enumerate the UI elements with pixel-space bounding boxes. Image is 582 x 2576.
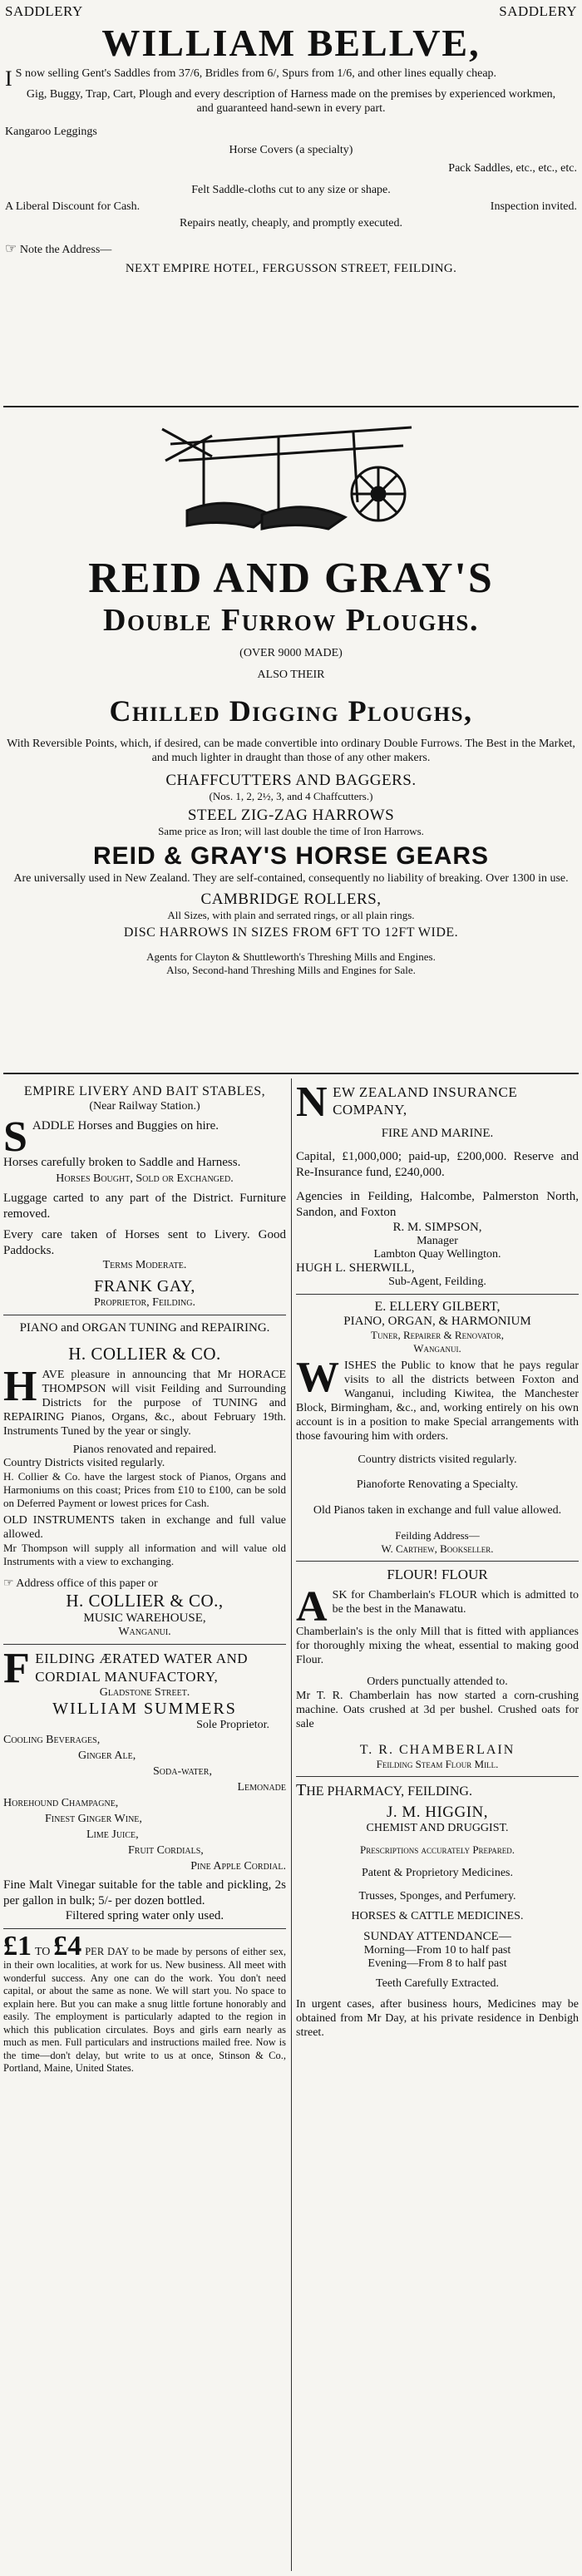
insurance-quay: Lambton Quay Wellington. [373,1248,501,1261]
stinson-amount-to: £4 [53,1931,82,1962]
insurance-sub-agent: HUGH L. SHERWILL, [296,1261,415,1275]
reid-harrows: STEEL ZIG-ZAG HARROWS [187,807,395,824]
gilbert-tuner: Tuner, Repairer & Renovator, [371,1329,504,1341]
insurance-sub-agent-title: Sub-Agent, Feilding. [388,1276,486,1288]
livery-p2: Horses carefully broken to Saddle and Harness. [3,1156,241,1169]
summers-dropcap: F [3,1645,31,1692]
pharmacy-trusses: Trusses, Sponges, and Perfumery. [358,1890,516,1902]
collier-addr [3,1577,286,1591]
summers-item-5: Horehound Champagne, [3,1797,119,1809]
flour-dropcap: A [296,1583,328,1631]
summers-item-6: Finest Ginger Wine, [45,1813,142,1825]
bellve-leggings: Kangaroo Leggings [5,126,97,138]
gilbert-trade: PIANO, ORGAN, & HARMONIUM [343,1315,531,1328]
bellve-name: WILLIAM BELLVE, [101,22,481,64]
reid-gears-desc: Are universally used in New Zealand. They are self-contained, consequently no liability of breaking. Over 1300 in use. [13,872,569,885]
pharmacy-urgent: In urgent cases, after business hours, Medicines may be obtained from Mr Day, at his private residence in Denbigh street. [296,1998,579,2039]
gilbert-p3: Pianoforte Renovating a Specialty. [356,1478,519,1491]
collier-p4: H. Collier & Co. have the largest stock of Pianos, Organs and Harmoniums on this coast; Prices from £10 to £100, can be sold on Deferred Payment or lowest prices for Cash. [3,1470,286,1509]
bellve-intro-text: S now selling Gent's Saddles from 37/6, Bridles from 6/, Spurs from 1/6, and other lines equally cheap. [15,67,497,80]
livery-p5: Every care taken of Horses sent to Livery. Good Paddocks. [3,1228,286,1257]
flour-mill: Feilding Steam Flour Mill. [376,1758,499,1770]
livery-p1 [3,1113,286,1161]
collier-advert [3,1320,286,1639]
saddlery-heading-right: SADDLERY [499,3,577,19]
pharmacy-teeth: Teeth Carefully Extracted. [376,1977,499,1990]
left-sep-2 [3,1644,286,1645]
bellve-harness: Gig, Buggy, Trap, Cart, Plough and every description of Harness made on the premises by experienced workmen, and guaranteed hand-sewn in every part. [26,88,556,115]
bellve-discount: A Liberal Discount for Cash. [5,200,141,213]
livery-advert [3,1083,286,1310]
summers-title-text: EILDING ÆRATED WATER AND CORDIAL MANUFACTORY, [35,1651,249,1685]
reid-chaffcutters: CHAFFCUTTERS AND BAGGERS. [165,772,417,789]
flour-p1-text: SK for Chamberlain's FLOUR which is admitted to be the best in the Manawatu. [332,1589,579,1616]
reid-rollers-desc: All Sizes, with plain and serrated rings, or all plain rings. [167,909,415,921]
bellve-dropcap: I [5,67,12,91]
flour-p1 [296,1583,579,1631]
collier-dropcap: H [3,1363,37,1410]
pharmacy-advert [296,1782,579,2040]
flour-p4: Mr T. R. Chamberlain has now started a corn-crushing machine. Oats crushed at 3d per bushel. Crushed oats for sale [296,1690,579,1730]
summers-item-7: Lime Juice, [86,1828,139,1841]
pharmacy-trade: CHEMIST AND DRUGGIST. [366,1822,509,1834]
bellve-address: NEXT EMPIRE HOTEL, FERGUSSON STREET, FEILDING. [125,262,457,275]
reid-disc-harrows: DISC HARROWS IN SIZES FROM 6FT TO 12FT WIDE. [123,925,459,940]
summers-item-1: Cooling Beverages, [3,1734,101,1746]
flour-p2: Chamberlain's is the only Mill that is fitted with appliances for thoroughly mixing the wheat, essential to making good Flour. [296,1626,579,1666]
livery-dropcap: S [3,1113,27,1161]
collier-warehouse: MUSIC WAREHOUSE, [83,1611,206,1625]
flour-advert [296,1567,579,1771]
flour-heading: FLOUR! FLOUR [387,1567,488,1582]
gilbert-town: Wanganui. [413,1342,461,1355]
collier-p5: OLD INSTRUMENTS taken in exchange and full value allowed. [3,1514,286,1541]
double-furrow-plough-icon [154,411,428,552]
summers-item-2: Ginger Ale, [78,1749,136,1762]
bellve-horse-covers: Horse Covers (a specialty) [229,144,353,156]
summers-advert [3,1645,286,1923]
pharmacy-title-text: HE PHARMACY, FEILDING. [306,1784,472,1799]
livery-p1-text: ADDLE Horses and Buggies on hire. [32,1119,219,1133]
livery-name: FRANK GAY, [94,1277,195,1295]
gilbert-p2: Country districts visited regularly. [358,1453,517,1466]
bellve-note [5,240,577,257]
bellve-felt: Felt Saddle-cloths cut to any size or shape. [191,184,391,196]
bellve-pack-saddles: Pack Saddles, etc., etc., etc. [448,162,577,175]
plough-illustration [5,411,577,552]
bellve-repairs: Repairs neatly, cheaply, and promptly executed. [180,217,402,229]
livery-sub: (Near Railway Station.) [89,1100,200,1113]
reid-reversible: With Reversible Points, which, if desired, can be made convertible into ordinary Double Furrows. The Best in the Market, and much lighter in draught than those of any other makers. [7,738,575,764]
pharmacy-dropcap: T [296,1781,307,1799]
summers-item-9: Pine Apple Cordial. [190,1860,286,1873]
reid-title: REID AND GRAY'S [88,555,494,602]
collier-p2: Pianos renovated and repaired. [72,1443,217,1456]
reid-gray-advert [5,411,577,977]
flour-name: T. R. CHAMBERLAIN [359,1743,515,1757]
collier-p1-text: AVE pleasure in announcing that Mr HORACE THOMPSON will visit Feilding and Surrounding Districts for the purpose of TUNING and REPAIRING Pianos, Organs, &c., about February 19th. Instruments Tuned by the year or singly. [3,1369,286,1438]
reid-chilled: Chilled Digging Ploughs, [109,694,473,728]
collier-addr-text: Address office of this paper or [16,1577,158,1590]
right-column [296,1078,579,2040]
reid-over-made: (OVER 9000 MADE) [239,647,343,659]
summers-filtered: Filtered spring water only used. [65,1909,224,1922]
reid-subtitle: Double Furrow Ploughs. [103,603,479,638]
livery-p3: Horses Bought, Sold or Exchanged. [56,1172,234,1185]
livery-title: EMPIRE LIVERY AND BAIT STABLES, [23,1084,266,1098]
stinson-text [3,1931,286,2075]
saddlery-heading-left: SADDLERY [5,3,83,19]
insurance-dropcap: N [296,1078,328,1126]
pharmacy-title [296,1782,579,1800]
gilbert-p1-text: ISHES the Public to know that he pays regular visits to all the districts between Foxton and Wanganui, including Kiwitea, the Manchester Block, Birmingham, &c., and, working entirely on his own account is in a position to make Special arrangements with those favouring him with orders. [296,1360,579,1443]
pharmacy-sunday: SUNDAY ATTENDANCE— [363,1930,511,1943]
summers-item-4: Lemonade [237,1781,286,1794]
reid-agents: Agents for Clayton & Shuttleworth's Threshing Mills and Engines. [146,950,436,963]
summers-prop: Sole Proprietor. [196,1719,269,1731]
pharmacy-name: J. M. HIGGIN, [386,1804,489,1821]
pointing-hand-icon: ☞ [5,242,17,256]
insurance-sub: FIRE AND MARINE. [381,1127,494,1140]
right-sep-1 [296,1294,579,1295]
summers-title [3,1645,286,1692]
stinson-advert [3,1931,286,2075]
right-sep-2 [296,1561,579,1562]
summers-item-8: Fruit Cordials, [128,1844,204,1857]
divider-2 [3,1073,579,1074]
stinson-to: TO [34,1946,51,1958]
gilbert-advert [296,1300,579,1556]
pharmacy-prescriptions: Prescriptions accurately Prepared. [359,1843,515,1856]
column-divider [291,1078,292,2571]
collier-p3: Country Districts visited regularly. [3,1457,165,1469]
collier-heading: PIANO and ORGAN TUNING and REPAIRING. [19,1321,270,1335]
left-column [3,1078,286,2075]
bellve-note-text: Note the Address— [19,244,112,256]
summers-item-3: Soda-water, [153,1765,212,1778]
reid-secondhand: Also, Second-hand Threshing Mills and Engines for Sale. [166,964,416,976]
collier-p6: Mr Thompson will supply all information and will value old Instruments with a view to exchanging. [3,1542,286,1567]
flour-p3: Orders punctually attended to. [367,1675,508,1688]
summers-vinegar: Fine Malt Vinegar suitable for the table and pickling, 2s per gallon in bulk; 5/- per dozen bottled. [3,1878,286,1907]
insurance-title [296,1078,579,1126]
summers-items [3,1732,286,1874]
reid-gears: REID & GRAY'S HORSE GEARS [92,842,490,870]
bellve-inspection: Inspection invited. [490,200,577,213]
collier-p1 [3,1363,286,1439]
livery-p4: Luggage carted to any part of the District. Furniture removed. [3,1192,286,1221]
reid-harrows-desc: Same price as Iron; will last double the time of Iron Harrows. [158,825,424,837]
gilbert-name: E. ELLERY GILBERT, [374,1300,501,1314]
insurance-manager-name: R. M. SIMPSON, [392,1221,482,1234]
gilbert-bookseller: W. Carthew, Bookseller. [381,1542,494,1555]
pharmacy-patent: Patent & Proprietory Medicines. [362,1867,513,1879]
divider-1 [3,406,579,407]
insurance-advert [296,1078,579,1289]
reid-rollers: CAMBRIDGE ROLLERS, [200,891,382,908]
pharmacy-morning: Morning—From 10 to half past [363,1944,511,1957]
gilbert-p1 [296,1354,579,1443]
collier-firm: H. COLLIER & CO. [68,1344,221,1364]
summers-name: WILLIAM SUMMERS [52,1700,237,1718]
pointing-hand-icon: ☞ [3,1577,14,1590]
left-sep-3 [3,1928,286,1929]
stinson-amount-from: £1 [3,1931,32,1962]
pharmacy-evening: Evening—From 8 to half past [367,1957,507,1970]
bellve-advert [5,3,577,276]
insurance-title-text: EW ZEALAND INSURANCE COMPANY, [333,1084,518,1118]
pharmacy-horses: HORSES & CATTLE MEDICINES. [351,1910,524,1922]
gilbert-dropcap: W [296,1354,339,1401]
summers-street: Gladstone Street. [99,1686,190,1699]
stinson-body: PER DAY to be made by persons of either sex, in their own localities, at work for us. New business. All meet with wonderful success. Any one can do the work. You don't need capital, or about the same as none. We will start you. No space to explain here. But you can make a snug little fortune honorably and easily. The employment is particularly adapted to the region in which this publication circulates. Boys and girls earn nearly as much as men. Full particulars and instructions mailed free. Now is the time—don't delay, but write to us at once, Stinson & Co., Portland, Maine, United States. [3,1946,286,2074]
reid-also: ALSO THEIR [257,669,325,681]
insurance-manager: Manager [417,1235,458,1247]
livery-prop: Proprietor, Feilding. [94,1296,195,1309]
insurance-capital: Capital, £1,000,000; paid-up, £200,000. Reserve and Re-Insurance fund, £240,000. [296,1150,579,1179]
gilbert-p4: Old Pianos taken in exchange and full value allowed. [313,1504,562,1517]
bellve-intro [5,67,577,91]
right-sep-3 [296,1776,579,1777]
collier-firm2: H. COLLIER & CO., [66,1591,224,1611]
collier-town: Wanganui. [118,1626,171,1638]
reid-chaff-nos: (Nos. 1, 2, 2½, 3, and 4 Chaffcutters.) [209,790,373,802]
insurance-agencies: Agencies in Feilding, Halcombe, Palmerston North, Sandon, and Foxton [296,1190,579,1219]
livery-terms: Terms Moderate. [102,1259,187,1271]
gilbert-addr: Feilding Address— [395,1529,480,1542]
